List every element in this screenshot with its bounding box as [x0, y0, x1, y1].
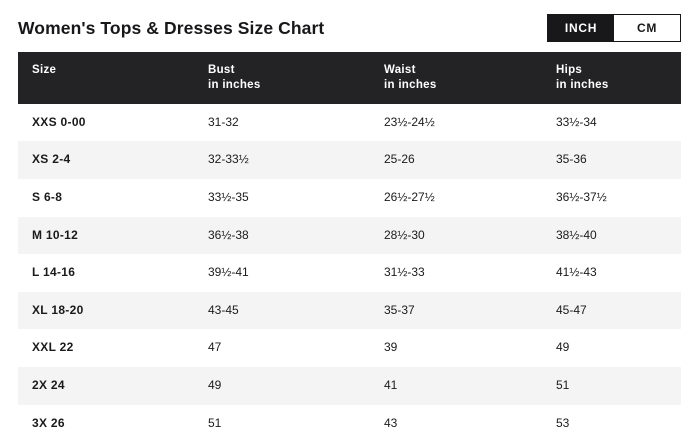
cell-waist: 31½-33 — [384, 265, 425, 280]
cell-waist: 43 — [384, 415, 398, 430]
page-title: Women's Tops & Dresses Size Chart — [18, 17, 325, 38]
cell-size: XL 18-20 — [32, 302, 84, 317]
table-header-row — [18, 52, 681, 104]
column-header-bust — [194, 52, 370, 104]
cell-hips: 33½-34 — [556, 114, 597, 129]
cell-bust: 39½-41 — [208, 265, 249, 280]
column-header-bust-title: Bust — [208, 64, 235, 76]
column-header-size-title: Size — [32, 64, 57, 76]
cell-bust: 36½-38 — [208, 227, 249, 242]
cell-size: XXL 22 — [32, 340, 74, 355]
column-header-size — [18, 52, 194, 104]
cell-hips: 38½-40 — [556, 227, 597, 242]
cell-size: 2X 24 — [32, 378, 65, 393]
cell-bust: 51 — [208, 415, 222, 430]
cell-waist: 35-37 — [384, 302, 415, 317]
column-header-hips-unit: in inches — [556, 78, 609, 91]
unit-toggle-inch[interactable]: INCH — [548, 15, 614, 41]
cell-size: L 14-16 — [32, 265, 76, 280]
table-body — [18, 104, 681, 442]
table-row — [18, 217, 681, 255]
cell-hips: 35-36 — [556, 152, 587, 167]
cell-hips: 53 — [556, 415, 570, 430]
cell-size: M 10-12 — [32, 227, 79, 242]
size-chart-table — [18, 52, 681, 442]
column-header-hips — [542, 52, 681, 104]
cell-bust: 43-45 — [208, 302, 239, 317]
cell-size: 3X 26 — [32, 415, 65, 430]
cell-size: XXS 0-00 — [32, 114, 86, 129]
cell-waist: 28½-30 — [384, 227, 425, 242]
cell-waist: 25-26 — [384, 152, 415, 167]
cell-bust: 49 — [208, 378, 222, 393]
table-row — [18, 141, 681, 179]
column-header-waist-title: Waist — [384, 64, 416, 76]
column-header-waist — [370, 52, 542, 104]
table-row — [18, 292, 681, 330]
cell-hips: 51 — [556, 378, 570, 393]
cell-bust: 47 — [208, 340, 222, 355]
cell-bust: 31-32 — [208, 114, 239, 129]
cell-size: XS 2-4 — [32, 152, 71, 167]
table-row — [18, 405, 681, 442]
table-row — [18, 329, 681, 367]
column-header-hips-title: Hips — [556, 64, 583, 76]
cell-hips: 45-47 — [556, 302, 587, 317]
unit-toggle[interactable] — [547, 14, 681, 42]
column-header-bust-unit: in inches — [208, 78, 261, 91]
size-table-container — [0, 52, 699, 442]
cell-hips: 41½-43 — [556, 265, 597, 280]
table-head — [18, 52, 681, 104]
cell-hips: 36½-37½ — [556, 190, 607, 205]
cell-bust: 33½-35 — [208, 190, 249, 205]
cell-hips: 49 — [556, 340, 570, 355]
unit-toggle-cm[interactable]: CM — [614, 15, 680, 41]
page-header — [0, 0, 699, 52]
table-row — [18, 254, 681, 292]
cell-waist: 26½-27½ — [384, 190, 435, 205]
cell-waist: 23½-24½ — [384, 114, 435, 129]
table-row — [18, 104, 681, 142]
column-header-waist-unit: in inches — [384, 78, 437, 91]
table-row — [18, 367, 681, 405]
cell-waist: 39 — [384, 340, 398, 355]
cell-size: S 6-8 — [32, 190, 63, 205]
cell-bust: 32-33½ — [208, 152, 249, 167]
table-row — [18, 179, 681, 217]
cell-waist: 41 — [384, 378, 398, 393]
